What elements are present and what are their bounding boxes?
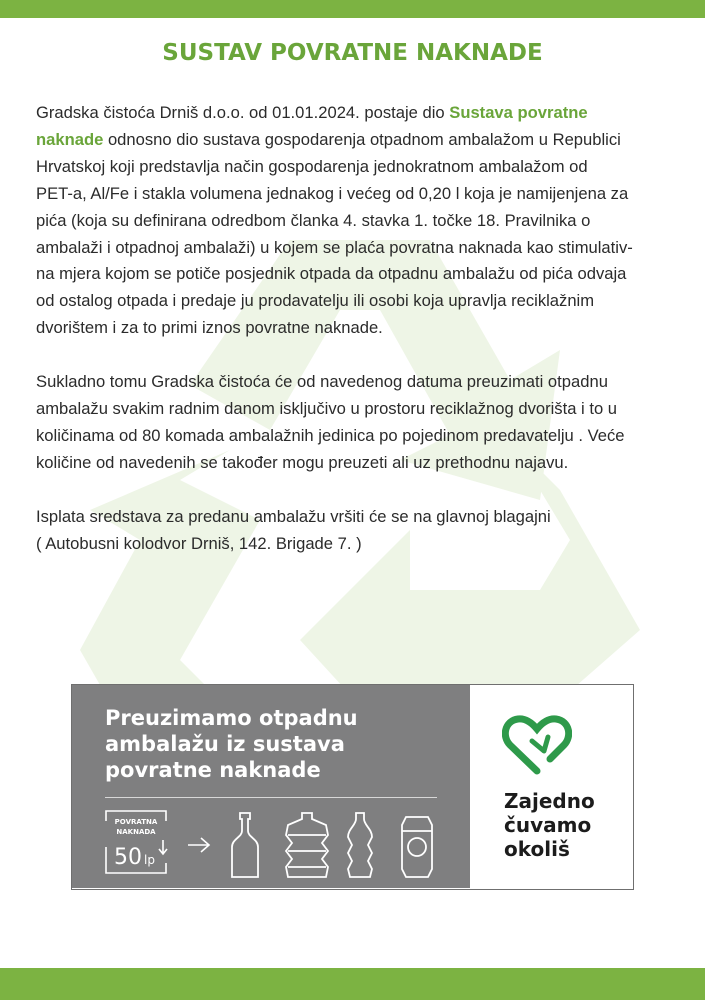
text-line: Hrvatskoj koji predstavlja način gospodarenja jednokratnom ambalažom od xyxy=(36,156,588,176)
arrow-right-icon xyxy=(188,838,209,852)
main-text xyxy=(36,100,664,558)
text-line: ambalažu svakim radnim danom isključivo u prostoru reciklažnog dvorišta i to u xyxy=(36,399,618,419)
page-title: SUSTAV POVRATNE NAKNADE xyxy=(162,40,543,66)
top-green-bar xyxy=(0,0,705,18)
text-line: pića (koja su definirana odredbom članka 4. stavka 1. točke 18. Pravilnika o xyxy=(36,210,591,230)
banner-heading-line: povratne naknade xyxy=(105,758,321,782)
text-line: količinama od 80 komada ambalažnih jedinica po pojedinom predavatelju . Veće xyxy=(36,425,625,445)
can-icon xyxy=(402,817,432,877)
label-value: 50 xyxy=(114,845,142,870)
paragraph-intro xyxy=(36,100,664,342)
text-line: Isplata sredstava za predanu ambalažu vršiti će se na glavnoj blagajni xyxy=(36,506,551,526)
paragraph-collection xyxy=(36,369,664,477)
text-line: dvorištem i za to primi iznos povratne naknade. xyxy=(36,318,383,338)
text-line: na mjera kojom se potiče posjednik otpada da otpadnu ambalažu od pića odvaja xyxy=(36,264,627,284)
brand-slogan xyxy=(504,789,595,861)
banner-gray-section xyxy=(72,685,470,888)
text-line: od ostalog otpada i predaje ju prodavatelju ili osobi koja upravlja reciklažnim xyxy=(36,291,595,311)
text-line: Sukladno tomu Gradska čistoća će od navedenog datuma preuzimati otpadnu xyxy=(36,372,608,392)
deposit-label-icon xyxy=(106,811,167,873)
paragraph-payment xyxy=(36,504,664,558)
bottom-green-bar xyxy=(0,968,705,1000)
packaging-icons xyxy=(102,807,442,879)
banner-heading-line: Preuzimamo otpadnu xyxy=(105,706,358,730)
label-line1: POVRATNA xyxy=(114,818,158,826)
text-line: PET-a, Al/Fe i stakla volumena jednakog i većeg od 0,20 l koja je namijenjena za xyxy=(36,183,629,203)
banner-divider xyxy=(105,797,437,798)
text-span: Gradska čistoća Drniš d.o.o. od 01.01.2024. postaje dio xyxy=(36,103,450,122)
text-span: odnosno dio sustava gospodarenja otpadnom ambalažom u Republici xyxy=(103,129,621,149)
water-jug-icon xyxy=(286,813,328,877)
brand-slogan-line: Zajedno xyxy=(504,789,595,813)
text-line: ( Autobusni kolodvor Drniš, 142. Brigade 7. ) xyxy=(36,533,362,553)
banner-heading xyxy=(105,705,358,783)
highlight-text: naknade xyxy=(36,129,104,149)
heart-recycle-icon xyxy=(502,713,572,775)
label-unit: lp xyxy=(144,853,155,867)
plastic-bottle-icon xyxy=(348,813,372,877)
banner-heading-line: ambalažu iz sustava xyxy=(105,732,345,756)
deposit-banner xyxy=(71,684,634,890)
label-line2: NAKNADA xyxy=(116,828,156,836)
text-line: ambalaži i otpadnoj ambalaži) u kojem se plaća povratna naknada kao stimulativ- xyxy=(36,237,633,257)
brand-slogan-line: okoliš xyxy=(504,837,570,861)
highlight-text: Sustava povratne xyxy=(449,103,588,122)
text-line: količine od navedenih se također mogu preuzeti ali uz prethodnu najavu. xyxy=(36,452,569,472)
glass-bottle-icon xyxy=(232,813,258,877)
brand-slogan-line: čuvamo xyxy=(504,813,592,837)
